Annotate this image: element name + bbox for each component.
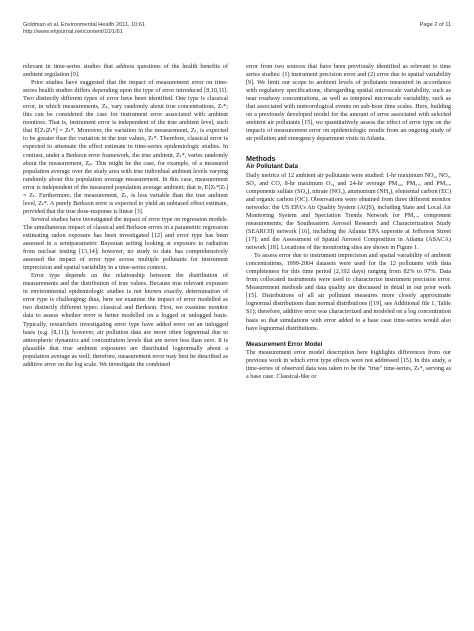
paragraph: relevant in time-series studies that address questions of the health benefits of ambient regulation [9].	[23, 64, 228, 79]
paragraph: Several studies have investigated the impact of error type on regression models. The simultaneous impact of classical and Berkson errors in a parametric regression estimating radon exposure has been investigated [12] and error type has been assessed in a semiparametric Bayesian setting looking at exposure to radiation from nuclear testing [13,14]; however, no study to date has comprehensively assessed the impact of error type across multiple pollutants for instrument imprecision and spatial variability in a time-series context.	[23, 216, 228, 272]
paragraph: Daily metrics of 12 ambient air pollutants were studied: 1-hr maximum NO₂, NOₓ, SO₂ and CO, 8-hr maximum O₃, and 24-hr average PM₁₀, PM₂.₅ and PM₂.₅ components sulfate (SO₄), nitrate (NO₃), ammonium (NH₄), elemental carbon (EC) and organic carbon (OC). Observations were obtained from three different monitor networks: the US EPA's Air Quality System (AQS), including State and Local Air Monitoring System and Speciation Trends Network for PM₂.₅ component measurements; the Southeastern Aerosol Research and Characterization Study (SEARCH) network [16], including the Atlanta EPA supersite at Jefferson Street [17]; and the Assessment of Spatial Aerosol Composition in Atlanta (ASACA) network [18]. Locations of the monitoring sites are shown in Figure 1.	[246, 172, 451, 252]
article-url[interactable]: http://www.ehjournal.net/content/10/1/61	[23, 29, 123, 36]
subsection-heading-measurement-error-model: Measurement Error Model	[246, 340, 323, 348]
paragraph: To assess error due to instrument imprecision and spatial variability of ambient concentrations, 1999-2004 datasets were used for the 12 pollutants with data completeness for this time period (2,192 days) ranging from 82% to 97%. Data from collocated instruments were used to characterize instrument precision error. Measurement methods and data quality are discussed in detail in our prior work [15]. Distributions of all air pollutant measures more closely approximate lognormal distributions than normal distributions ([19], see Additional file 1, Table S1); therefore, additive error was characterized and modeled on a log concentration basis so that simulations with error added to a base case time-series would also have lognormal distributions.	[246, 253, 451, 332]
paragraph: error from two sources that have been previously identified as relevant to time series studies: (1) instrument precision error and (2) error due to spatial variability [9]. We limit our scope to ambient levels of pollutants measured in accordance with regulatory specifications, disregarding spatial microscale variability, such as near roadway concentrations, as well as temporal microscale variability, such as that associated with meteorological events on sub-hour time scales. Here, building on a previously developed model for the amount of error associated with selected ambient air pollutants [15], we quantitatively assess the effect of error type on the impacts of measurement error on epidemiologic results from an ongoing study of air pollution and emergency department visits in Atlanta.	[246, 64, 451, 143]
left-column	[23, 63, 228, 369]
page-number: Page 2 of 11	[419, 22, 451, 28]
right-column	[246, 63, 451, 381]
paragraph: Prior studies have suggested that the impact of measurement error on time-series health studies differs depending upon the type of error introduced [8,10,11]. Two distinctly different types of error have been identified. One type is classical error, in which measurements, Zₜ, vary randomly about true concentrations, Zₜ*; this can be considered the case for instrument error associated with ambient monitors. That is, instrument error is independent of the true ambient level, such that E[Zₜ|Zₜ*] = Zₜ*. Moreover, the variation in the measurement, Zₜ, is expected to be greater than the variation in the true values, Zₜ*. Therefore, classical error is expected to attenuate the effect estimate in time-series epidemiologic studies. In contrast, under a Berkson error framework, the true ambient, Zₜ*, varies randomly about the measurement, Zₚ. This might be the case, for example, of a measured population average over the study area with true individual ambient levels varying randomly about this population average measurement. In this case, measurement error is independent of the measured population average ambient; that is, E[Zₜ*|Zₜ] = Zₜ. Furthermore, the measurement, Zₜ, is less variable than the true ambient level, Zₜ*. A purely Berkson error is expected to yield an unbiased effect estimate, provided that the true dose-response is linear [3].	[23, 80, 228, 215]
paragraph: The measurement error model description here highlights differences from our previous work in which error type effects were not addressed [15]. In this study, a time-series of observed data was taken to be the "true" time-series, Zₜ*, serving as a base case. Classical-like or	[246, 349, 451, 380]
section-heading-methods: Methods	[246, 154, 276, 164]
page-header	[23, 22, 451, 37]
journal-citation: Goldman et al. Environmental Health 2011, 10:61	[23, 22, 146, 28]
paragraph: Error type depends on the relationship between the distribution of measurements and the distribution of true values. Because true relevant exposure in environmental epidemiologic studies is not known exactly, determination of error type is challenging; thus, here we examine the impact of error modelled as two distinctly different types: classical and Berkson. First, we examine monitor data to assess whether error is better modelled on a logged or unlogged basis. Typically, researchers investigating error type have added error on an unlogged basis (e.g. [8,11]); however, air pollution data are more often lognormal due to atmospheric dynamics and concentration levels that are never less than zero. It is plausible that true ambient exposures are distributed lognormally about a population average as well; therefore, measurement error may best be described as additive error on the log scale. We investigate the combined	[23, 273, 228, 368]
subsection-heading-air-pollutant-data: Air Pollutant Data	[246, 163, 298, 171]
